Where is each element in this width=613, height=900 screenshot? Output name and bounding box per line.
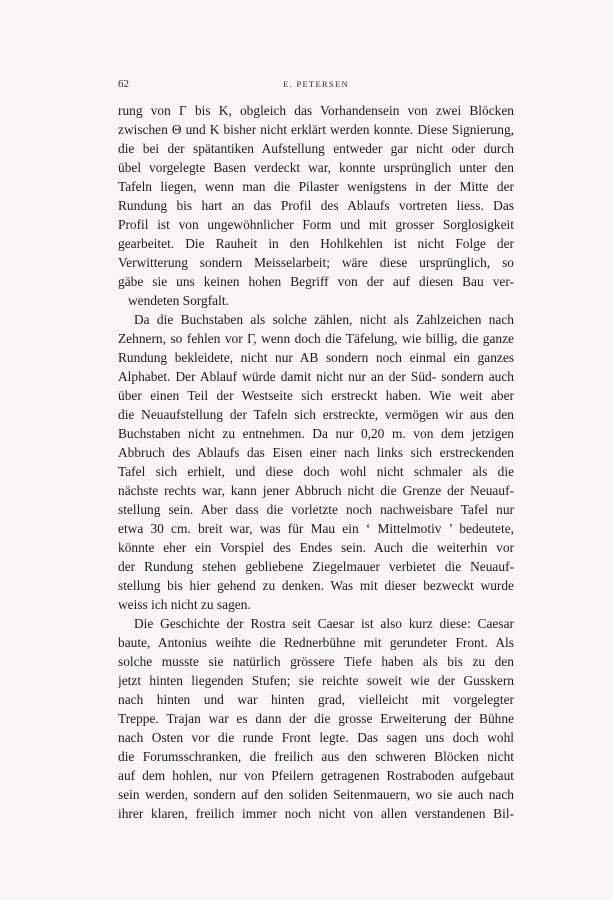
text-line: gäbe sie uns keinen hohen Begriff von der auf diesen Bau ver- [118,274,514,289]
text-line: nach Osten vor die runde Front legte. Das sagen uns doch wohl [118,730,514,745]
text-line: stellung bis hier gehend zu denken. Was mit dieser bezweckt wurde [118,578,514,593]
text-line: Profil ist von ungewöhnlicher Form und mit grosser Sorglosigkeit [118,217,514,232]
text-line: die Neuaufstellung der Tafeln sich erstreckte, vermögen wir aus den [118,407,514,422]
text-line: Buchstaben nicht zu entnehmen. Da nur 0,20 m. von dem jetzigen [118,426,514,441]
text-line: solche musste sie natürlich grössere Tiefe haben als bis zu den [118,654,514,669]
text-line: übel vorgelegte Basen verdeckt war, konnte ursprünglich unter den [118,160,514,175]
text-line: der Rundung stehen gebliebene Ziegelmauer verbietet die Neuauf- [118,559,514,574]
text-line: Rundung bekleidete, nicht nur AB sondern noch einmal ein ganzes [118,350,514,365]
text-line: auf dem hohlen, nur von Pfeilern getragenen Rostraboden aufgebaut [118,768,514,783]
text-line: Zehnern, so fehlen vor Γ, wenn doch die Täfelung, wie billig, die ganze [118,331,514,346]
text-line: Rundung bis hart an das Profil des Ablaufs vortreten liess. Das [118,198,514,213]
text-line: stellung sein. Aber dass die vorletzte noch nachweisbare Tafel nur [118,502,514,517]
text-line: Tafeln liegen, wenn man die Pilaster wenigstens in der Mitte der [118,179,514,194]
text-line: ihrer klaren, freilich immer noch nicht von allen verstandenen Bil- [118,806,514,821]
text-line: rung von Γ bis K, obgleich das Vorhandensein von zwei Blöcken [118,103,514,118]
text-line: könnte eher ein Vorspiel des Endes sein. Auch die weiterhin vor [118,540,514,555]
running-title: E. PETERSEN [283,79,349,89]
text-line: die bei der spätantiken Aufstellung entweder gar nicht oder durch [118,141,514,156]
text-line: jetzt hinten liegenden Stufen; sie reichte soweit wie der Gusskern [118,673,514,688]
text-line: zwischen Θ und K bisher nicht erklärt werden konnte. Diese Signierung, [118,122,514,137]
text-line: Treppe. Trajan war es dann der die grosse Erweiterung der Bühne [118,711,514,726]
text-line: Abbruch des Ablaufs das Eisen einer nach links sich erstreckenden [118,445,514,460]
text-line: über einen Teil der Westseite sich erstreckt haben. Wie weit aber [118,388,514,403]
text-line: nächste rechts war, kann jener Abbruch nicht die Grenze der Neuauf- [118,483,514,498]
paragraph-2 [118,310,514,614]
paragraph-3 [118,614,514,823]
text-line: Da die Buchstaben als solche zählen, nicht als Zahlzeichen nach [134,312,514,327]
page-number: 62 [118,78,129,90]
text-line: etwa 30 cm. breit war, was für Mau ein ‘ Mittelmotiv ’ bedeutete, [118,521,514,536]
text-line: Tafel sich erhielt, und diese doch wohl nicht schmaler als die [118,464,514,479]
text-line: Verwitterung sondern Meisselarbeit; wäre diese ursprünglich, so [118,255,514,270]
text-line: wendeten Sorgfalt. [128,293,229,308]
text-line: sein werden, sondern auf den soliden Seitenmauern, wo sie auch nach [118,787,514,802]
paragraph-1 [118,101,514,310]
text-line: Die Geschichte der Rostra seit Caesar ist also kurz diese: Caesar [134,616,514,631]
text-line: gearbeitet. Die Rauheit in den Hohlkehlen ist nicht Folge der [118,236,514,251]
running-head [118,78,514,92]
text-line: baute, Antonius weihte die Rednerbühne mit gerundeter Front. Als [118,635,514,650]
text-line: weiss ich nicht zu sagen. [118,597,251,612]
text-line: Alphabet. Der Ablauf würde damit nicht nur an der Süd- sondern auch [118,369,514,384]
body-text [118,101,514,823]
text-line: die Forumsschranken, die freilich aus den schweren Blöcken nicht [118,749,514,764]
text-line: nach hinten und war hinten grad, vielleicht mit vorgelegter [118,692,514,707]
